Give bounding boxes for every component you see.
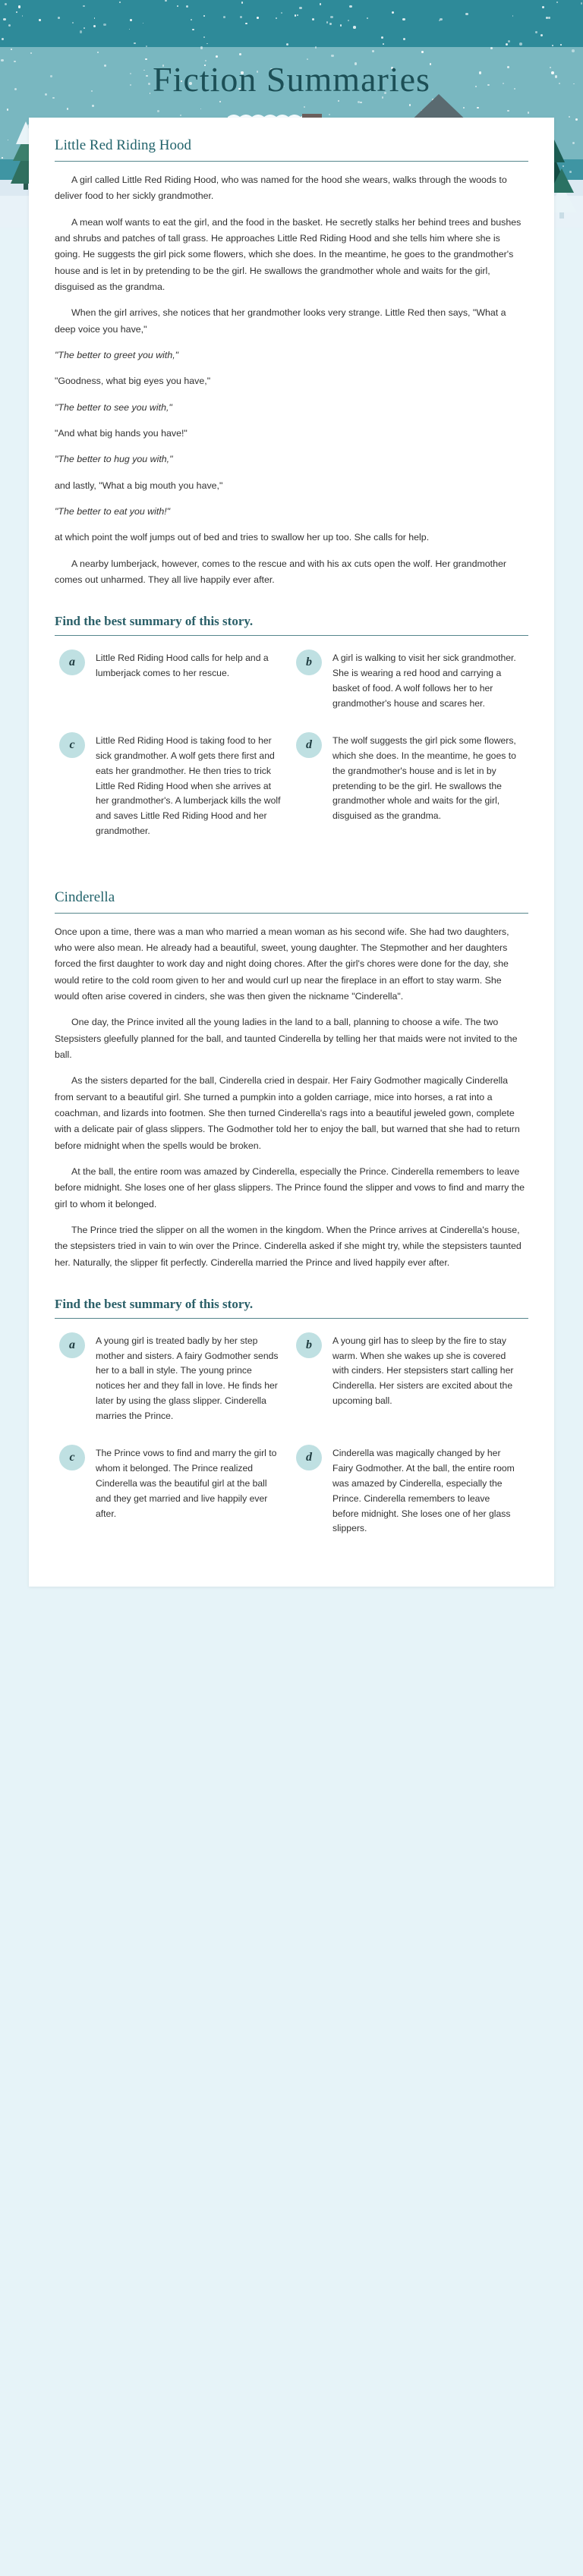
option-text: A young girl is treated badly by her step mother and sisters. A fairy Godmother sends her to a ball in style. The young prince notices her and they fall in love. He finds her later by using the glass slipper. Cinderella marries the Prince.: [96, 1335, 279, 1421]
answer-option-a[interactable]: [55, 1331, 292, 1444]
option-letter-badge[interactable]: b: [296, 650, 322, 675]
option-letter-badge[interactable]: d: [296, 1445, 322, 1470]
question-suffix: of this story.: [181, 1296, 254, 1311]
story-paragraph: "The better to see you with,": [55, 401, 172, 413]
question-suffix: of this story.: [181, 614, 254, 629]
story-paragraph: "And what big hands you have!": [55, 427, 188, 439]
option-text: The Prince vows to find and marry the girl to whom it belonged. The Prince realized Cinderella was the beautiful girl at the ball and they get married and live happily ever after.: [96, 1448, 277, 1519]
option-text: A girl is walking to visit her sick grandmother. She is wearing a red hood and carrying a basket of food. A wolf follows her to her grandmother's house and scares her.: [332, 653, 516, 709]
question-heading: [55, 1297, 528, 1318]
question-prefix: Find the best: [55, 614, 130, 629]
story-paragraph: One day, the Prince invited all the young ladies in the land to a ball, planning to choose a wife. The two Stepsisters gleefully planned for the ball, and taunted Cinderella by telling her that maids were not invited to the ball.: [55, 1017, 518, 1060]
title-divider: [55, 913, 528, 914]
story-paragraph: The Prince tried the slipper on all the women in the kingdom. When the Prince arrives at Cinderella's house, the stepsisters tried in vain to win over the Prince. Cinderella asked if she might try, while the stepsisters taunted her. Naturally, the slipper fit perfectly. Cinderella married the Prince and lived happily ever after.: [55, 1224, 522, 1268]
question-divider: [55, 635, 528, 636]
story-section-cinderella: [55, 889, 528, 1271]
story-title: Cinderella: [55, 889, 115, 905]
question-block-2: [55, 1297, 528, 1556]
option-letter-badge[interactable]: b: [296, 1332, 322, 1358]
answer-options-list: [55, 648, 528, 858]
content-card: [29, 118, 554, 1587]
question-emphasis: summary: [129, 1296, 182, 1311]
option-letter-badge[interactable]: d: [296, 732, 322, 758]
question-heading: [55, 614, 528, 635]
answer-option-c[interactable]: [55, 1443, 292, 1556]
option-letter-badge[interactable]: a: [59, 1332, 85, 1358]
answer-option-b[interactable]: [292, 648, 528, 731]
story-paragraph: A girl called Little Red Riding Hood, who was named for the hood she wears, walks through the woods to deliver food to her sickly grandmother.: [55, 175, 507, 202]
story-paragraph: Once upon a time, there was a man who married a mean woman as his second wife. She had two daughters, who were also mean. He already had a beautiful, sweet, young daughter. The Stepmother and her daughters forced the first daughter to work day and night doing chores. After the girl's chores were done for the day, she would retire to the cold room given to her and would curl up near the fireplace in an effort to stay warm. She would often arise covered in cinders, she was then given the nickname "Cinderella".: [55, 926, 509, 1002]
story-paragraph: As the sisters departed for the ball, Cinderella cried in despair. Her Fairy Godmother magically Cinderella from servant to a beautiful girl. She turned a pumpkin into a golden carriage, mice into horses, a rat into a coachman, and lizards into footmen. She then turned Cinderella's rags into a beautiful jeweled gown, complete with a delicate pair of glass slippers. The Godmother told her to enjoy the ball, but warned that she had to return before midnight when the spells would be broken.: [55, 1075, 520, 1151]
section-spacer: [55, 859, 528, 889]
story-paragraph: at which point the wolf jumps out of bed and tries to swallow her up too. She calls for help.: [55, 532, 430, 543]
question-block-1: [55, 614, 528, 858]
answer-options-list: [55, 1331, 528, 1556]
option-text: The wolf suggests the girl pick some flowers, which she does. In the meantime, he goes to the grandmother's house and is let in by pretending to be the girl. He swallows the grandmother whole and waits for the girl, disguised as the grandma.: [332, 735, 516, 822]
option-letter-badge[interactable]: a: [59, 650, 85, 675]
story-body: [55, 924, 528, 1271]
story-paragraph: At the ball, the entire room was amazed by Cinderella, especially the Prince. Cinderella remembers to leave before midnight. She loses one of her glass slippers. The Prince found the slipper and vows to find and marry the girl to whom it belonged.: [55, 1165, 525, 1209]
answer-option-c[interactable]: [55, 731, 292, 858]
question-emphasis: summary: [129, 614, 182, 629]
answer-option-d[interactable]: [292, 1443, 528, 1556]
option-text: A young girl has to sleep by the fire to stay warm. When she wakes up she is covered with cinders. Her stepsisters start calling her Cinderella. Her sisters are excited about the upcoming ball.: [332, 1335, 514, 1406]
story-body: [55, 172, 528, 588]
page-title: Fiction Summaries: [153, 60, 430, 99]
answer-option-b[interactable]: [292, 1331, 528, 1444]
story-paragraph: A mean wolf wants to eat the girl, and the food in the basket. He secretly stalks her behind trees and bushes and shrubs and patches of tall grass. He approaches Little Red Riding Hood and she tells him where she is going. He suggests the girl pick some flowers, which she does. In the meantime, he goes to the grandmother's house and is let in by pretending to be the girl. He swallows the grandmother whole and waits for the girl, disguised as the grandma.: [55, 216, 522, 292]
option-text: Little Red Riding Hood calls for help and a lumberjack comes to her rescue.: [96, 653, 269, 678]
answer-option-a[interactable]: [55, 648, 292, 731]
story-paragraph: "The better to hug you with,": [55, 454, 173, 465]
story-title: Little Red Riding Hood: [55, 137, 191, 153]
option-letter-badge[interactable]: c: [59, 732, 85, 758]
story-paragraph: and lastly, "What a big mouth you have,": [55, 480, 223, 491]
answer-option-d[interactable]: [292, 731, 528, 858]
story-paragraph: "Goodness, what big eyes you have,": [55, 376, 211, 387]
question-prefix: Find the best: [55, 1296, 130, 1311]
story-paragraph: When the girl arrives, she notices that her grandmother looks very strange. Little Red then says, "What a deep voice you have,": [55, 307, 506, 335]
option-text: Little Red Riding Hood is taking food to her sick grandmother. A wolf gets there first and eats her grandmother. He then tries to trick Little Red Riding Hood when she arrives at her grandmother's. A lumberjack kills the wolf and saves Little Red Riding Hood and her grandmother.: [96, 735, 281, 836]
story-paragraph: "The better to greet you with,": [55, 349, 179, 360]
title-divider: [55, 161, 528, 162]
option-text: Cinderella was magically changed by her Fairy Godmother. At the ball, the entire room was amazed by Cinderella, especially the Prince. Cinderella remembers to leave before midnight. She loses one of her glass slippers.: [332, 1448, 515, 1534]
story-paragraph: "The better to eat you with!": [55, 505, 171, 517]
question-divider: [55, 1318, 528, 1319]
story-section-little-red-riding-hood: [55, 137, 528, 588]
option-letter-badge[interactable]: c: [59, 1445, 85, 1470]
story-paragraph: A nearby lumberjack, however, comes to the rescue and with his ax cuts open the wolf. Her grandmother comes out unharmed. They all live happily ever after.: [55, 558, 507, 585]
